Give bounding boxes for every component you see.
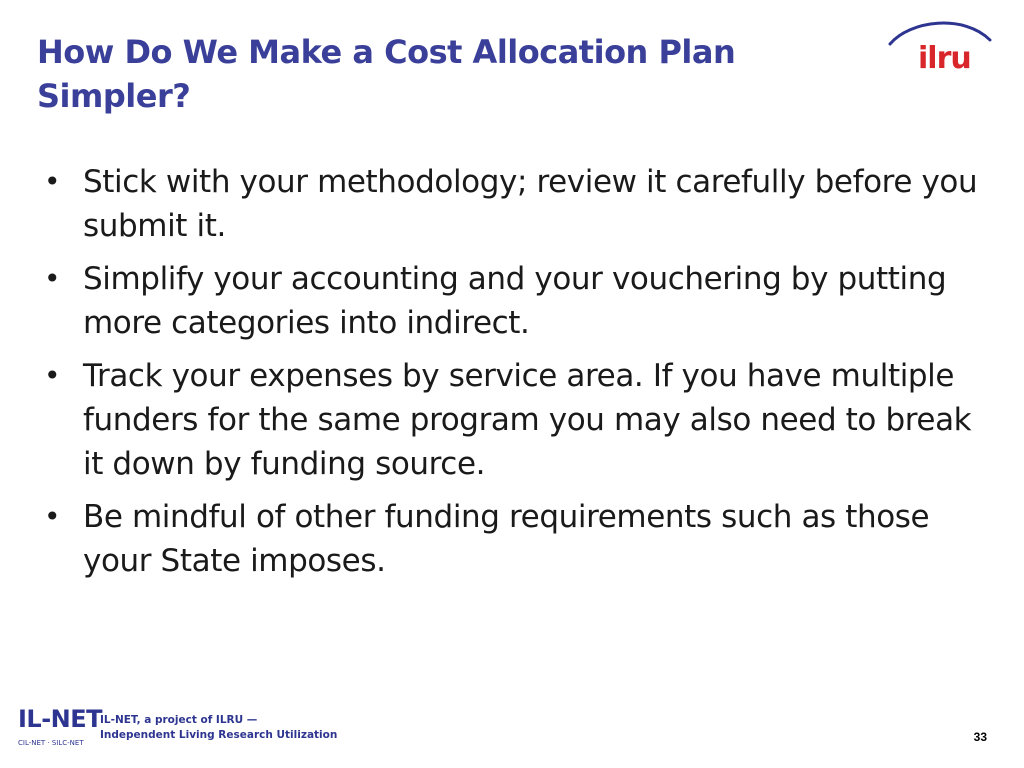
bullet-text: Be mindful of other funding requirements such as those your State imposes. — [83, 499, 930, 579]
bullet-list — [40, 160, 990, 592]
il-net-logo-subtext: CIL-NET · SILC-NET — [18, 739, 84, 747]
bullet-marker: • — [44, 165, 61, 198]
page-number: 33 — [973, 730, 987, 744]
bullet-text: Stick with your methodology; review it carefully before you submit it. — [83, 164, 978, 244]
il-net-logo — [18, 705, 103, 750]
bullet-marker: • — [44, 359, 61, 392]
bullet-marker: • — [44, 500, 61, 533]
bullet-text: Simplify your accounting and your vouchering by putting more categories into indirect. — [83, 261, 947, 341]
list-item — [40, 160, 990, 248]
footer-line-1: IL-NET, a project of ILRU — — [100, 714, 258, 726]
footer-credit — [100, 713, 337, 743]
list-item — [40, 495, 990, 583]
ilru-logo — [886, 16, 994, 74]
slide-title: How Do We Make a Cost Allocation Plan Simpler? — [37, 33, 736, 115]
il-net-logo-text: IL-NET — [18, 705, 103, 733]
list-item — [40, 354, 990, 486]
bullet-text: Track your expenses by service area. If you have multiple funders for the same program you may also need to break it down by funding source. — [83, 358, 972, 482]
footer-line-2: Independent Living Research Utilization — [100, 729, 338, 741]
bullet-marker: • — [44, 262, 61, 295]
list-item — [40, 257, 990, 345]
ilru-logo-text: ilru — [918, 41, 971, 74]
